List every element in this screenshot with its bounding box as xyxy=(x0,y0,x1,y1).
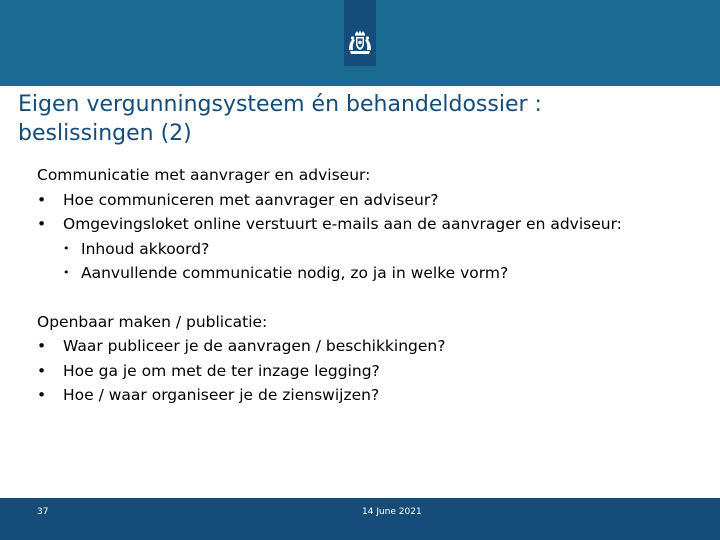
footer-date: 14 June 2021 xyxy=(362,507,422,517)
section-heading: Openbaar maken / publicatie: xyxy=(37,312,268,331)
header-band xyxy=(0,0,720,86)
sub-bullet-list xyxy=(63,237,677,286)
sub-bullet-item xyxy=(63,237,677,262)
bullet-item xyxy=(37,359,677,384)
page-number: 37 xyxy=(37,507,49,517)
bullet-item xyxy=(37,383,677,408)
slide-body xyxy=(37,163,677,408)
bullet-item xyxy=(37,334,677,359)
logo-strip xyxy=(344,0,376,66)
bullet-text: Hoe / waar organiseer je de zienswijzen? xyxy=(63,386,380,404)
footer-bar xyxy=(0,498,720,540)
section-openbaar-maken xyxy=(37,310,677,408)
bullet-text: Omgevingsloket online verstuurt e-mails aan de aanvrager en adviseur: xyxy=(63,215,622,233)
bullet-text: Hoe communiceren met aanvrager en adviseur? xyxy=(63,190,439,209)
coat-of-arms-icon xyxy=(345,28,375,58)
bullet-list xyxy=(37,188,677,286)
sub-bullet-text: Aanvullende communicatie nodig, zo ja in welke vorm? xyxy=(81,264,509,282)
section-communicatie xyxy=(37,163,677,286)
section-spacer xyxy=(37,286,677,310)
bullet-item xyxy=(37,188,677,213)
slide-title-line-1: Eigen vergunningsysteem én behandeldossier : xyxy=(18,92,542,117)
bullet-list xyxy=(37,334,677,408)
section-heading: Communicatie met aanvrager en adviseur: xyxy=(37,166,371,184)
sub-bullet-text: Inhoud akkoord? xyxy=(81,239,210,258)
sub-bullet-item xyxy=(63,261,677,286)
bullet-text: Waar publiceer je de aanvragen / beschikkingen? xyxy=(63,337,446,355)
bullet-item xyxy=(37,212,677,286)
bullet-text: Hoe ga je om met de ter inzage legging? xyxy=(63,361,380,380)
slide-title xyxy=(18,90,708,148)
slide-title-line-2: beslissingen (2) xyxy=(18,121,192,146)
